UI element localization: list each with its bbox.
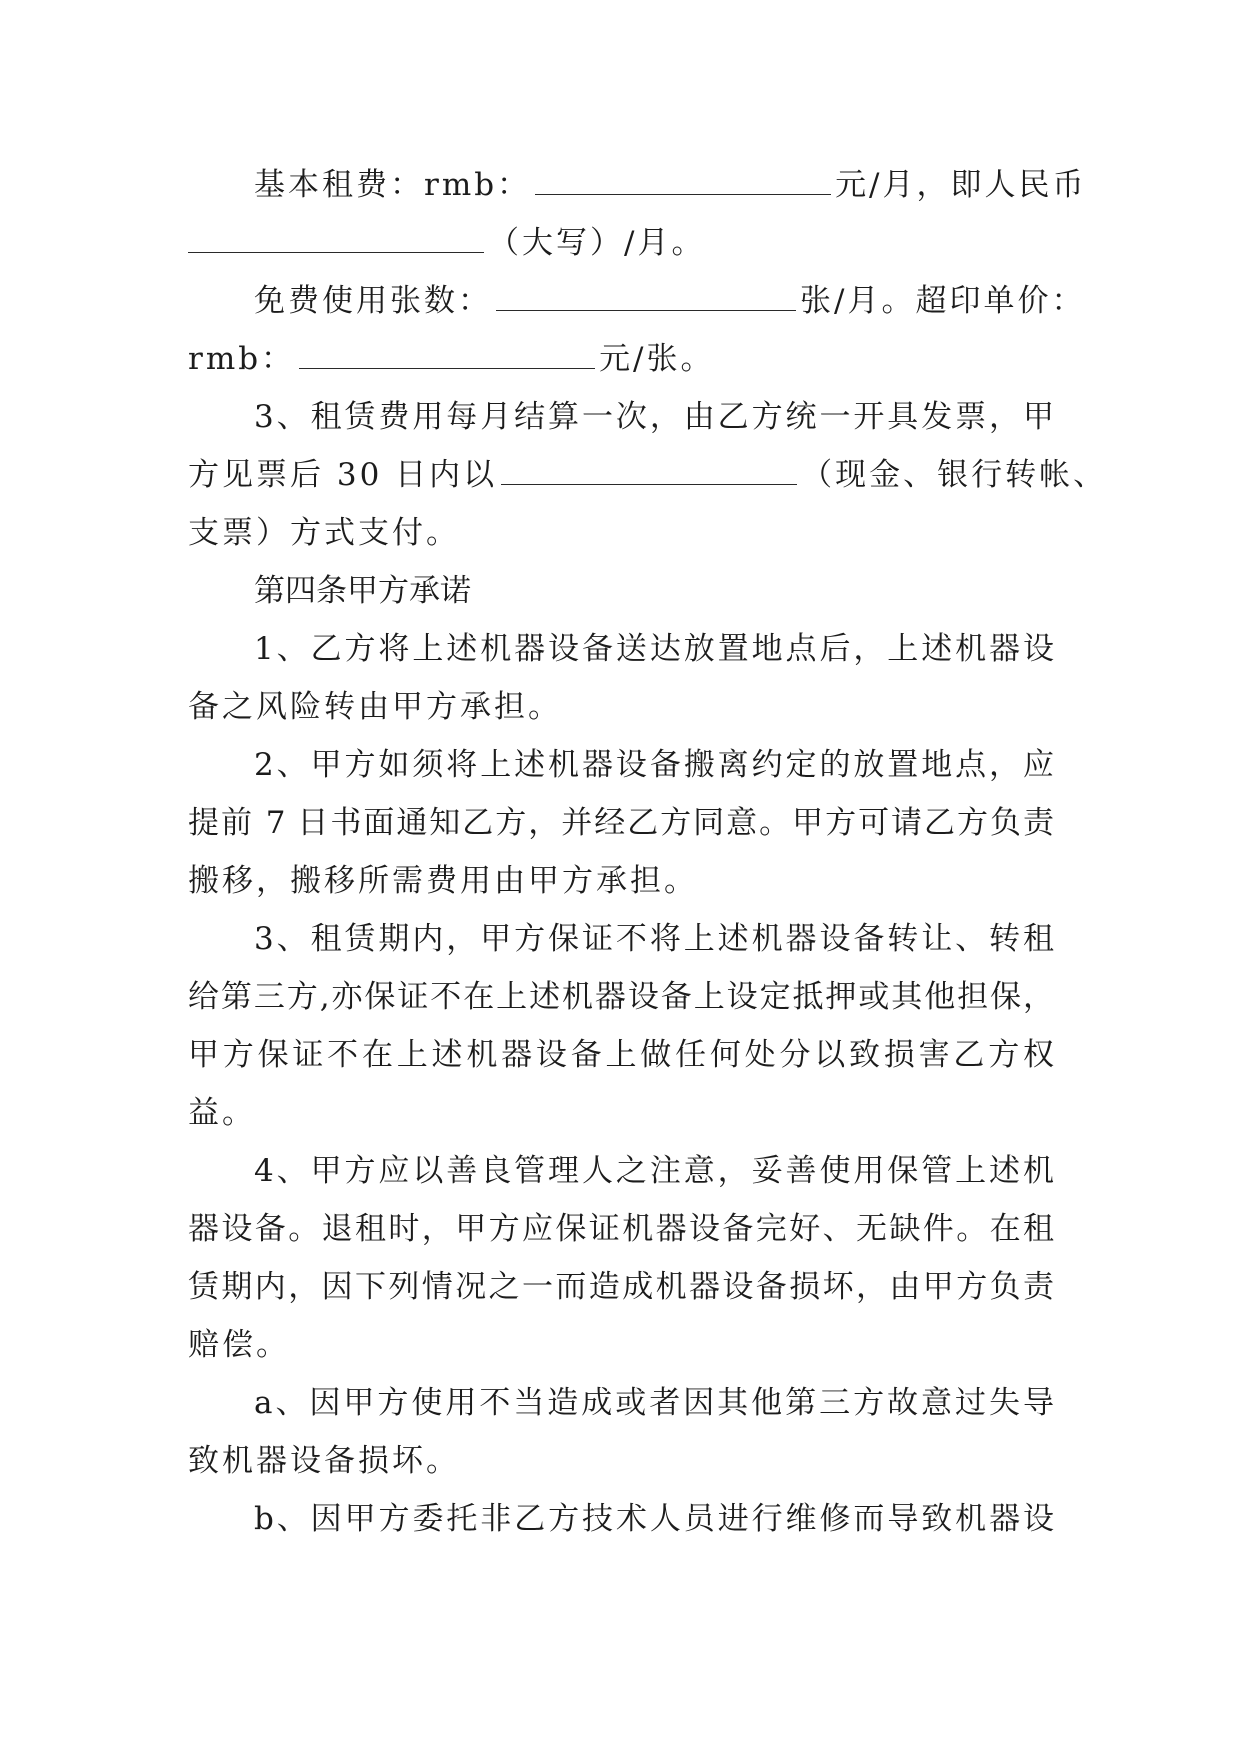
overprint-price-line xyxy=(188,330,1054,388)
base-rent-uppercase-blank xyxy=(188,224,484,253)
payment-method-blank xyxy=(501,456,797,485)
paragraph-line: 支票）方式支付。 xyxy=(188,515,460,551)
free-sheets-line xyxy=(188,272,1086,330)
paragraph-line: 2、甲方如须将上述机器设备搬离约定的放置地点，应 xyxy=(254,747,1054,783)
paragraph-line: 搬移，搬移所需费用由甲方承担。 xyxy=(188,863,698,899)
paragraph-line: 3、租赁费用每月结算一次，由乙方统一开具发票，甲 xyxy=(254,399,1054,435)
free-sheets-blank xyxy=(496,282,796,311)
paragraph-line: 备之风险转由甲方承担。 xyxy=(188,689,562,725)
paragraph-line: 1、乙方将上述机器设备送达放置地点后，上述机器设 xyxy=(254,631,1054,667)
paragraph-line: 赔偿。 xyxy=(188,1327,290,1363)
overprint-price-label: rmb： xyxy=(188,341,296,377)
payment-method-label: 方见票后 30 日内以 xyxy=(188,457,498,493)
paragraph-line: b、因甲方委托非乙方技术人员进行维修而导致机器设 xyxy=(254,1501,1054,1537)
base-rent-uppercase-unit: （大写）/月。 xyxy=(488,225,706,261)
base-rent-uppercase-line xyxy=(188,214,1054,272)
paragraph-line: 4、甲方应以善良管理人之注意，妥善使用保管上述机 xyxy=(254,1153,1054,1189)
document-page xyxy=(188,156,1108,1548)
free-sheets-label: 免费使用张数： xyxy=(254,283,492,319)
paragraph-line: 给第三方,亦保证不在上述机器设备上设定抵押或其他担保， xyxy=(188,979,1054,1015)
paragraph-line: 提前 7 日书面通知乙方，并经乙方同意。甲方可请乙方负责 xyxy=(188,805,1054,841)
payment-method-options: （现金、银行转帐、 xyxy=(801,457,1108,493)
base-rent-line xyxy=(188,156,1087,214)
overprint-price-unit: 元/张。 xyxy=(599,341,715,377)
paragraph-line: 赁期内，因下列情况之一而造成机器设备损坏，由甲方负责 xyxy=(188,1269,1054,1305)
paragraph-line: 器设备。退租时，甲方应保证机器设备完好、无缺件。在租 xyxy=(188,1211,1054,1247)
paragraph-line: a、因甲方使用不当造成或者因其他第三方故意过失导 xyxy=(254,1385,1054,1421)
overprint-price-blank xyxy=(299,340,595,369)
paragraph-line: 致机器设备损坏。 xyxy=(188,1443,460,1479)
paragraph-line: 益。 xyxy=(188,1095,256,1131)
base-rent-label: 基本租费：rmb： xyxy=(254,167,532,203)
paragraph-line: 3、租赁期内，甲方保证不将上述机器设备转让、转租 xyxy=(254,921,1054,957)
payment-method-line xyxy=(188,446,1108,504)
free-sheets-unit: 张/月。超印单价： xyxy=(800,283,1086,319)
base-rent-amount-blank xyxy=(535,166,831,195)
section-heading: 第四条甲方承诺 xyxy=(254,573,471,609)
paragraph-line: 甲方保证不在上述机器设备上做任何处分以致损害乙方权 xyxy=(188,1037,1054,1073)
base-rent-unit: 元/月，即人民币 xyxy=(835,167,1087,203)
